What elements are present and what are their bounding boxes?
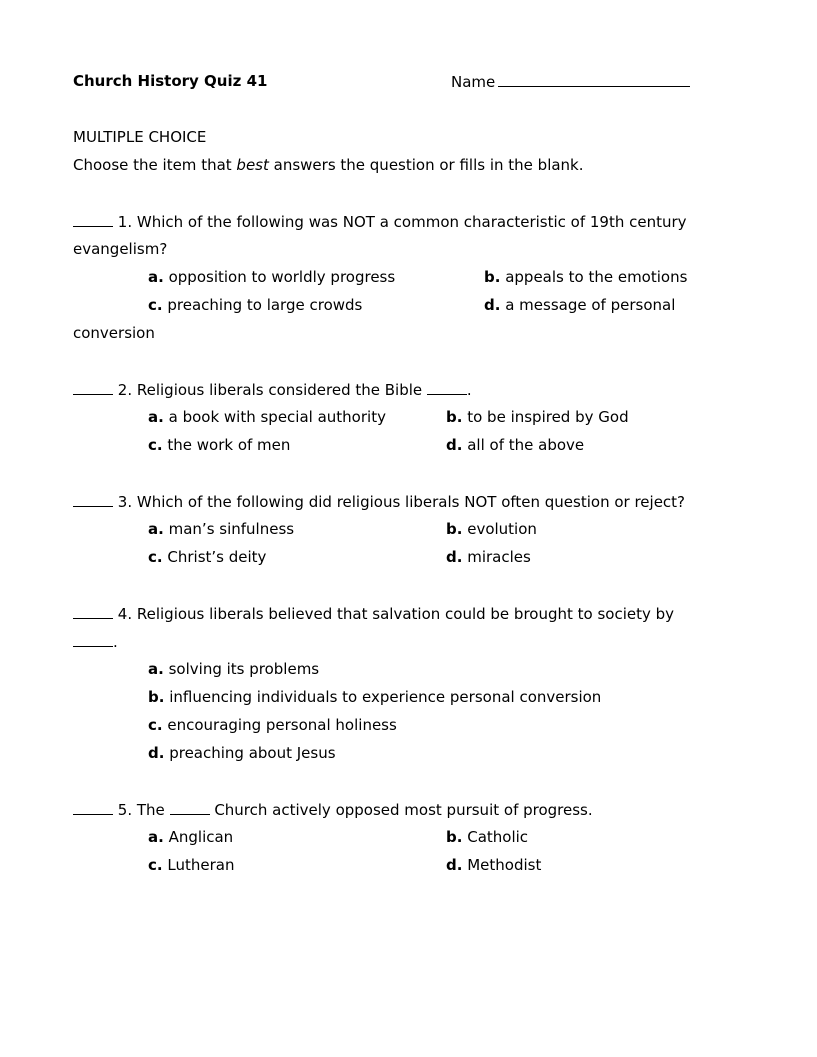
q2-option-c: c. the work of men [148,436,291,454]
q4-option-a: a. solving its problems [148,660,320,678]
q3-option-a: a. man’s sinfulness [148,520,295,538]
q4-option-b: b. influencing individuals to experience personal conversion [148,688,602,706]
q2-option-d: d. all of the above [446,436,585,454]
name-blank-line[interactable] [498,72,690,87]
q5-option-d: d. Methodist [446,856,542,874]
question-text: Which of the following did religious liberals NOT often question or reject? [136,493,686,511]
instructions [73,156,584,174]
instructions-text: Choose the item that [73,156,237,174]
question-4-cont [73,632,118,651]
q1-option-b: b. appeals to the emotions [484,268,688,286]
q2-option-a: a. a book with special authority [148,408,386,426]
question-text: The [136,801,170,819]
question-number: 3. [117,493,133,511]
q5-option-b: b. Catholic [446,828,529,846]
quiz-title: Church History Quiz 41 [73,72,268,90]
q5-option-a: a. Anglican [148,828,234,846]
q1-option-d: d. a message of personal [484,296,676,314]
q4-option-d: d. preaching about Jesus [148,744,336,762]
q3-option-d: d. miracles [446,548,531,566]
question-text-end: Church actively opposed most pursuit of progress. [209,801,593,819]
q1-option-d-wrap: conversion [73,324,155,342]
answer-blank-2[interactable] [73,380,113,395]
q4-option-c: c. encouraging personal holiness [148,716,397,734]
question-4 [73,604,674,623]
answer-blank-1[interactable] [73,212,113,227]
question-text-end: . [113,633,118,651]
instructions-text: answers the question or fills in the blank. [268,156,584,174]
question-number: 5. [117,801,133,819]
instructions-emphasis: best [236,156,269,174]
question-1-cont: evangelism? [73,240,168,258]
question-text: Religious liberals believed that salvation could be brought to society by [136,605,675,623]
q1-option-c: c. preaching to large crowds [148,296,363,314]
q3-option-b: b. evolution [446,520,537,538]
q1-option-a: a. opposition to worldly progress [148,268,396,286]
question-text: Which of the following was NOT a common characteristic of 19th century [136,213,687,231]
fill-blank [73,632,113,647]
question-text: Religious liberals considered the Bible [136,381,427,399]
name-field[interactable] [451,72,690,91]
q2-option-b: b. to be inspired by God [446,408,629,426]
answer-blank-5[interactable] [73,800,113,815]
section-heading: MULTIPLE CHOICE [73,128,207,146]
question-number: 4. [117,605,133,623]
question-number: 2. [117,381,133,399]
question-2 [73,380,472,399]
answer-blank-3[interactable] [73,492,113,507]
answer-blank-4[interactable] [73,604,113,619]
question-text-end: . [466,381,472,399]
q3-option-c: c. Christ’s deity [148,548,267,566]
fill-blank [427,380,467,395]
name-label: Name [451,73,496,91]
question-5 [73,800,593,819]
question-number: 1. [117,213,133,231]
question-1 [73,212,687,231]
fill-blank [170,800,210,815]
question-3 [73,492,685,511]
q5-option-c: c. Lutheran [148,856,235,874]
